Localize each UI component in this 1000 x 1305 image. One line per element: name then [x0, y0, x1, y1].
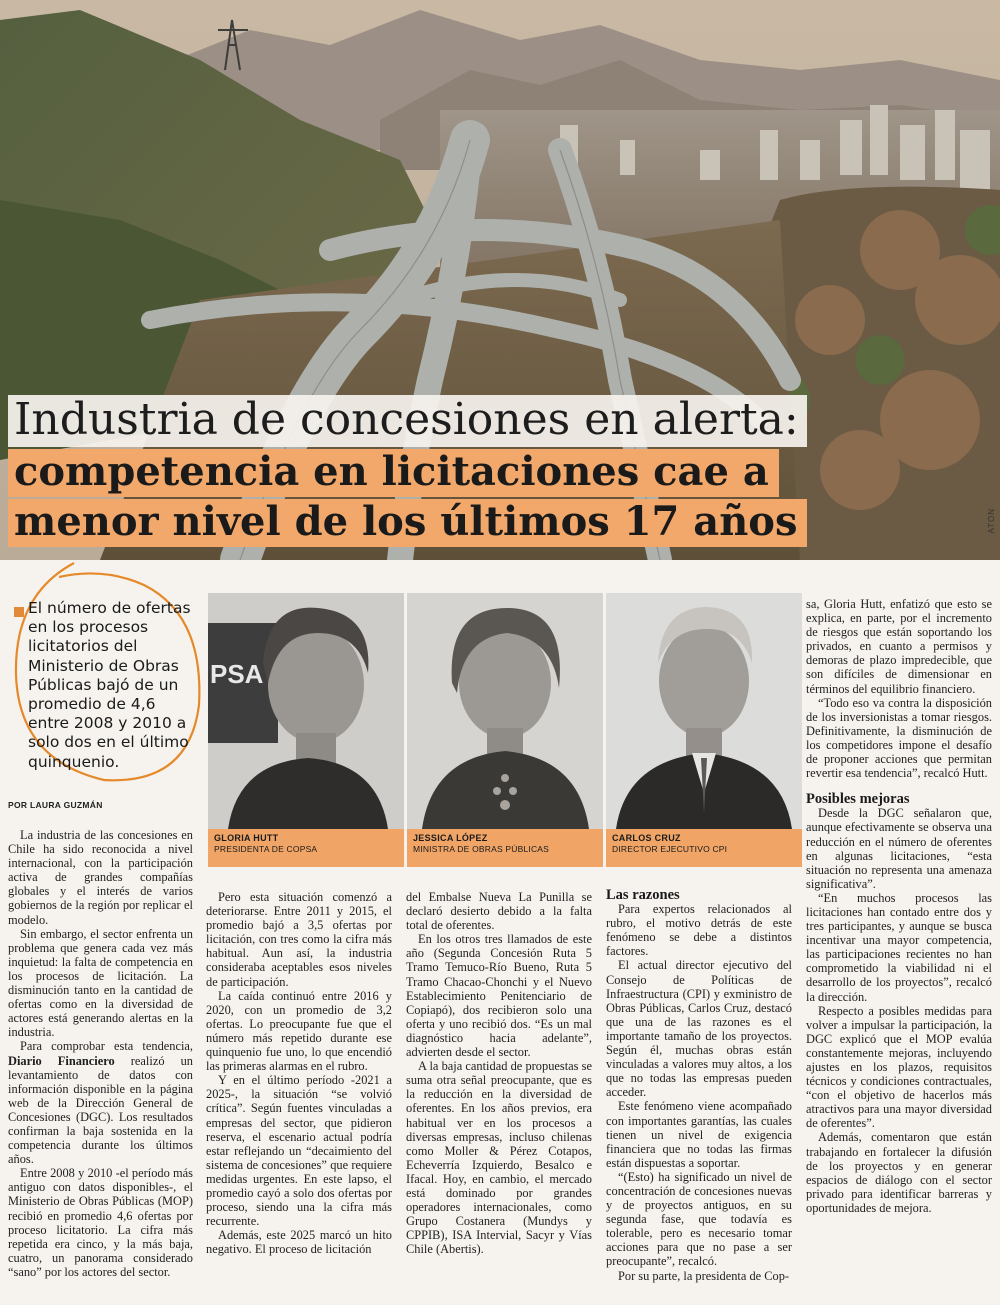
- paragraph: El actual director ejecutivo del Consejo de Políticas de Infraestructura (CPI) y exministro de Obras Públicas, Carlos Cruz, destacó que una de las razones es el importante tamaño de los proyectos. Según él, muchas obras están vinculadas a valores muy altos, a los que no todas las empresas pueden acceder.: [606, 958, 792, 1100]
- caption-role: PRESIDENTA DE COPSA: [214, 844, 318, 854]
- article-column-1: [8, 828, 193, 1279]
- caption-name: GLORIA HUTT: [214, 833, 279, 843]
- paragraph: “(Esto) ha significado un nivel de concentración de concesiones nuevas y de proyectos antiguos, en su segunda fase, que todavía es tolerable, pero es necesario tomar acciones para que no pase a ser preocupante”, recalcó.: [606, 1169, 792, 1269]
- article-column-4: [606, 882, 792, 1283]
- paragraph: Este fenómeno viene acompañado con importantes garantías, las cuales tienen un nivel de exigencia financiera que no todas las firmas están dispuestas a soportar.: [606, 1099, 792, 1170]
- paragraph: Entre 2008 y 2010 -el período más antiguo con datos disponibles-, el Ministerio de Obras Públicas (MOP) recibió en promedio 4,6 ofertas por proceso licitatorio. La cifra más repetida era cinco, y la más baja, cuatro, un panorama considerado “sano” por los actores del sector.: [8, 1166, 193, 1279]
- caption-gloria-hutt: [208, 829, 404, 867]
- paragraph: “En muchos procesos las licitaciones han contado entre dos y tres participantes, y aunque se busca incentivar una mayor competencia, las participaciones recientes no han comprometido la viabilidad ni el desarrollo de los proyectos”, recalcó la dirección.: [806, 890, 992, 1004]
- photo-jessica-lopez: [407, 593, 603, 829]
- paragraph: Para expertos relacionados al rubro, el motivo detrás de este fenómeno se debe a distintos factores.: [606, 902, 792, 959]
- article-column-5: [806, 597, 992, 1215]
- article-column-3: [406, 890, 592, 1256]
- portrait-carlos-cruz: [606, 593, 802, 868]
- article-column-2: [206, 890, 392, 1256]
- headline-line-2: competencia en licitaciones cae a: [8, 449, 779, 497]
- lede-box: [4, 585, 200, 785]
- caption-name: JESSICA LÓPEZ: [413, 833, 488, 843]
- paragraph: sa, Gloria Hutt, enfatizó que esto se explica, en parte, por el incremento de riesgos que están soportando los privados, en cuanto a permisos y demoras de plazo impredecible, que son difíciles de dimensionar en términos del equilibrio financiero.: [806, 597, 992, 696]
- photo-credit: ATON: [987, 508, 996, 534]
- portrait-jessica-lopez: [407, 593, 603, 868]
- subheading-posibles-mejoras: Posibles mejoras: [806, 791, 910, 808]
- headline-line-3: menor nivel de los últimos 17 años: [8, 499, 807, 547]
- paragraph: A la baja cantidad de propuestas se suma otra señal preocupante, que es la reducción en la diversidad de oferentes. En los años previos, era habitual ver en los procesos a diversas empresas, incluso chilenas como Moller & Pérez Cotapos, Echeverría Izquierdo, Besalco e Ifacal. Hoy, en cambio, el mercado está dominado por grandes operadores internacionales, como Grupo Costanera (Mundys y CPPIB), ISA Intervial, Sacyr y Vías Chile (Abertis).: [406, 1059, 592, 1257]
- caption-name: CARLOS CRUZ: [612, 833, 681, 843]
- paragraph: Por su parte, la presidenta de Cop-: [618, 1268, 790, 1283]
- paragraph: Para comprobar esta tendencia, Diario Financiero realizó un levantamiento de datos con información disponible en la página web de la Dirección General de Concesiones (DGC). Los resultados confirman la baja sostenida en la competencia durante los últimos años.: [8, 1039, 193, 1167]
- publication-name: Diario Financiero: [8, 1053, 115, 1068]
- paragraph: Y en el último período -2021 a 2025-, la situación “se volvió crítica”. Según fuentes vinculadas a empresas del sector, que pidieron reserva, el escenario actual podría estar reflejando un “decaimiento del sistema de concesiones” que requiere medidas urgentes. En este lapso, el promedio cayó a solo dos ofertas por proceso, siendo una la cifra más recurrente.: [206, 1073, 392, 1229]
- bullet-square-icon: [14, 607, 24, 617]
- paragraph: Desde la DGC señalaron que, aunque efectivamente se observa una reducción en el número de oferentes en algunas licitaciones, “esta situación no representa una amenaza significativa”.: [806, 806, 992, 891]
- paragraph: Además, comentaron que están trabajando en fortalecer la difusión de los proyectos y en generar espacios de diálogo con el sector privado para identificar barreras y oportunidades de mejora.: [806, 1130, 992, 1215]
- paragraph: “Todo eso va contra la disposición de los inversionistas a tomar riesgos. Definitivamente, la disminución de los competidores impone el desafío de proponer acciones que permitan revertir esa tendencia”, recalcó Hutt.: [806, 695, 992, 781]
- lede-text: El número de ofertas en los procesos licitatorios del Ministerio de Obras Públicas bajó de un promedio de 4,6 entre 2008 y 2010 a solo dos en el último quinquenio.: [28, 599, 191, 771]
- svg-text:PSA: PSA: [210, 659, 264, 689]
- paragraph: Respecto a posibles medidas para volver a impulsar la participación, la DGC explicó que el MOP evalúa constantemente mejoras, incluyendo ajustes en los plazos, requisitos técnicos y condiciones contractuales, “con el objetivo de hacerlos más atractivos para una mayor diversidad de oferentes”.: [806, 1003, 992, 1131]
- headline: [8, 395, 993, 547]
- paragraph: La industria de las concesiones en Chile ha sido reconocida a nivel internacional, con la participación activa de grandes compañías globales y el interés de varios gobiernos de la región por replicar el modelo.: [8, 828, 193, 927]
- photo-carlos-cruz: [606, 593, 802, 829]
- portrait-gloria-hutt: [208, 593, 404, 868]
- caption-role: DIRECTOR EJECUTIVO CPI: [612, 844, 728, 854]
- photo-gloria-hutt: [208, 593, 404, 829]
- paragraph: En los otros tres llamados de este año (Segunda Concesión Ruta 5 Tramo Temuco-Río Bueno, Ruta 5 Tramo Chacao-Chonchi y el Nuevo Establecimiento Penitenciario de Copiapó), dos recibieron solo una oferta y uno recibió dos. “Es un mal diagnóstico hacia adelante”, advierten desde el sector.: [406, 932, 592, 1060]
- subheading-las-razones: Las razones: [606, 887, 680, 903]
- caption-role: MINISTRA DE OBRAS PÚBLICAS: [413, 844, 550, 854]
- paragraph: Pero esta situación comenzó a deteriorarse. Entre 2011 y 2015, el promedio bajó a 3,5 ofertas por licitación, con tres como la cifra más habitual. Aun así, la industria consideraba aceptables esos niveles de participación.: [206, 890, 392, 989]
- paragraph: La caída continuó entre 2016 y 2020, con un promedio de 3,2 ofertas. Lo preocupante fue que el número más repetido durante ese quinquenio fue uno, lo que encendió las primeras alarmas en el rubro.: [206, 988, 392, 1074]
- byline: POR LAURA GUZMÁN: [8, 800, 103, 810]
- caption-carlos-cruz: [606, 829, 802, 867]
- paragraph: Sin embargo, el sector enfrenta un problema que genera cada vez más inquietud: la falta de competencia en los procesos de licitación. La disminución tanto en la cantidad de ofertas como en la diversidad de actores está generando alertas en la industria.: [8, 926, 193, 1040]
- headline-line-1: Industria de concesiones en alerta:: [8, 395, 807, 447]
- caption-jessica-lopez: [407, 829, 603, 867]
- paragraph: del Embalse Nueva La Punilla se declaró desierto debido a la falta total de oferentes.: [406, 890, 592, 933]
- paragraph: Además, este 2025 marcó un hito negativo. El proceso de licitación: [206, 1228, 392, 1257]
